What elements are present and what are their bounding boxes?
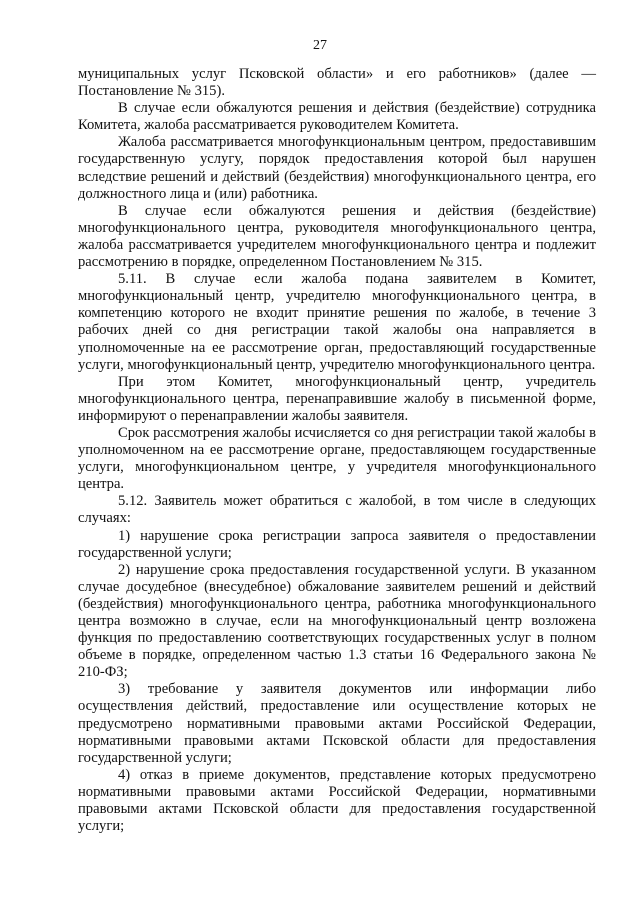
paragraph-committee-complaint: В случае если обжалуются решения и действия (бездействие) сотрудника Комитета, жалоба рассматривается руководителем Комитета. [78, 100, 596, 134]
paragraph-redirect-notice: При этом Комитет, многофункциональный центр, учредитель многофункционального центра, перенаправившие жалобу в письменной форме, информируют о перенаправлении жалобы заявителя. [78, 373, 596, 424]
list-item-4: 4) отказ в приеме документов, представление которых предусмотрено нормативными правовыми актами Российской Федерации, нормативными правовыми актами Псковской области для предоставления государственной услуги; [78, 766, 596, 835]
list-item-2: 2) нарушение срока предоставления государственной услуги. В указанном случае досудебное (внесудебное) обжалование заявителем решений и действий (бездействия) многофункционального центра, работника многофункционального центра возможно в случае, если на многофункциональный центр возложена функция по предоставлению соответствующих государственных услуг в полном объеме в порядке, определенном частью 1.3 статьи 16 Федерального закона № 210-ФЗ; [78, 561, 596, 681]
paragraph-review-term: Срок рассмотрения жалобы исчисляется со дня регистрации такой жалобы в уполномоченном на ее рассмотрение органе, предоставляющем государственные услуги, многофункциональном центре, у учредителя многофункционального центра. [78, 424, 596, 493]
list-item-1: 1) нарушение срока регистрации запроса заявителя о предоставлении государственной услуги; [78, 527, 596, 561]
document-body [78, 66, 596, 835]
paragraph-mfc-complaint: Жалоба рассматривается многофункциональным центром, предоставившим государственную услугу, порядок предоставления которой был нарушен вследствие решений и действий (бездействия) многофункционального центра, его должностного лица и (или) работника. [78, 134, 596, 202]
paragraph-continuation: муниципальных услуг Псковской области» и его работников» (далее — Постановление № 315). [78, 66, 596, 100]
paragraph-mfc-head-complaint: В случае если обжалуются решения и действия (бездействие) многофункционального центра, руководителя многофункционального центра, жалоба рассматривается учредителем многофункционального центра и подлежит рассмотрению в порядке, определенном Постановлением № 315. [78, 202, 596, 271]
list-item-3: 3) требование у заявителя документов или информации либо осуществления действий, предоставление или осуществление которых не предусмотрено нормативными правовыми актами Российской Федерации, нормативными правовыми актами Псковской области для предоставления государственной услуги; [78, 681, 596, 766]
paragraph-5-11: 5.11. В случае если жалоба подана заявителем в Комитет, многофункциональный центр, учредителю многофункционального центра, в компетенцию которого не входит принятие решения по жалобе, в течение 3 рабочих дней со дня регистрации такой жалобы она направляется в уполномоченные на ее рассмотрение орган, предоставляющий государственные услуги, многофункциональный центр, учредителю многофункционального центра. [78, 271, 596, 373]
paragraph-5-12: 5.12. Заявитель может обратиться с жалобой, в том числе в следующих случаях: [78, 493, 596, 527]
page-number: 27 [313, 38, 327, 53]
